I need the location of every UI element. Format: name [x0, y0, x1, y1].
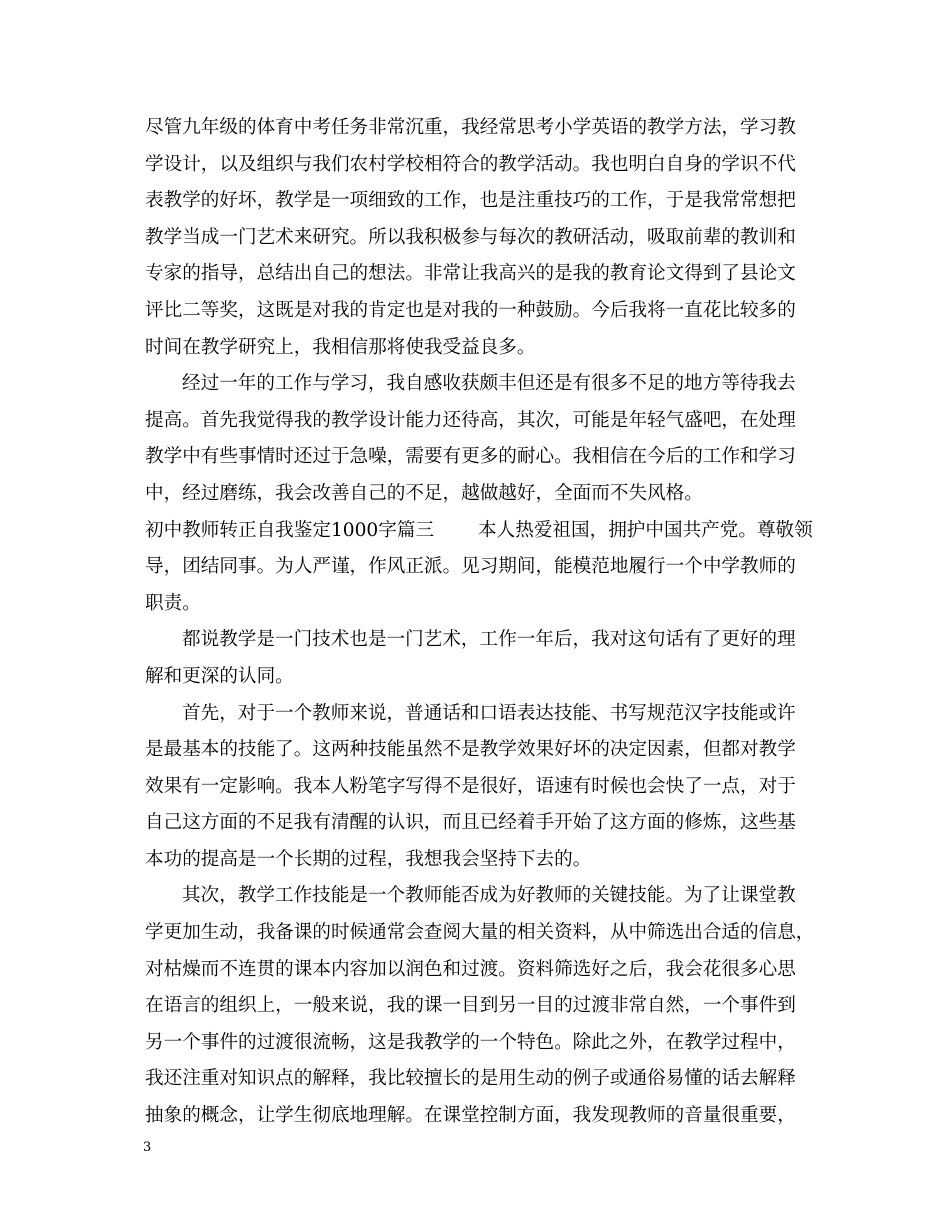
text-line: 解和更深的认同。 — [145, 665, 294, 687]
paragraph-start-line: 都说教学是一门技术也是一门艺术，工作一年后，我对这句话有了更好的理 — [182, 629, 796, 651]
text-line: 提高。首先我觉得我的教学设计能力还待高，其次，可能是年轻气盛吧，在处理 — [145, 409, 796, 431]
text-line: 表教学的好坏，教学是一项细致的工作，也是注重技巧的工作，于是我常常想把 — [145, 190, 796, 212]
body-text — [145, 110, 820, 1135]
text-line: 尽管九年级的体育中考任务非常沉重，我经常思考小学英语的教学方法，学习教 — [145, 117, 796, 138]
text-line: 效果有一定影响。我本人粉笔字写得不是很好，语速有时候也会快了一点，对于 — [145, 775, 796, 797]
text-line: 导，团结同事。为人严谨，作风正派。见习期间，能模范地履行一个中学教师的 — [145, 556, 796, 578]
text-line: 另一个事件的过渡很流畅，这是我教学的一个特色。除此之外，在教学过程中， — [145, 1031, 796, 1053]
text-line: 在语言的组织上，一般来说，我的课一目到另一目的过渡非常自然，一个事件到 — [145, 995, 796, 1017]
text-line: 对枯燥而不连贯的课本内容加以润色和过渡。资料筛选好之后，我会花很多心思 — [145, 958, 796, 980]
text-line: 是最基本的技能了。这两种技能虽然不是教学效果好坏的决定因素，但都对教学 — [145, 739, 796, 761]
text-line: 中，经过磨练，我会改善自己的不足，越做越好，全面而不失风格。 — [145, 482, 703, 504]
text-line: 学设计，以及组织与我们农村学校相符合的教学活动。我也明白自身的学识不代 — [145, 153, 796, 175]
paragraph-start-line: 其次，教学工作技能是一个教师能否成为好教师的关键技能。为了让课堂教 — [182, 885, 796, 907]
text-line: 教学中有些事情时还过于急噪，需要有更多的耐心。我相信在今后的工作和学习 — [145, 446, 796, 468]
section-heading: 初中教师转正自我鉴定1000字篇三 — [145, 519, 435, 541]
section-heading-line — [145, 513, 820, 550]
text-line: 本功的提高是一个长期的过程，我想我会坚持下去的。 — [145, 848, 592, 870]
text-line: 职责。 — [145, 592, 201, 614]
paragraph-start-line: 经过一年的工作与学习，我自感收获颇丰但还是有很多不足的地方等待我去 — [182, 373, 796, 395]
page-number: 3 — [143, 1140, 152, 1155]
text-line: 学更加生动，我备课的时候通常会查阅大量的相关资料，从中筛选出合适的信息， — [145, 922, 815, 944]
section-first-text: 本人热爱祖国，拥护中国共产党。尊敬领 — [478, 519, 813, 541]
text-line: 专家的指导，总结出自己的想法。非常让我高兴的是我的教育论文得到了县论文 — [145, 263, 796, 285]
text-line: 抽象的概念，让学生彻底地理解。在课堂控制方面，我发现教师的音量很重要， — [145, 1105, 796, 1127]
text-line: 自己这方面的不足我有清醒的认识，而且已经着手开始了这方面的修炼，这些基 — [145, 812, 796, 834]
paragraph-start-line: 首先，对于一个教师来说，普通话和口语表达技能、书写规范汉字技能或许 — [182, 702, 796, 724]
text-line: 评比二等奖，这既是对我的肯定也是对我的一种鼓励。今后我将一直花比较多的 — [145, 299, 796, 321]
text-line: 我还注重对知识点的解释，我比较擅长的是用生动的例子或通俗易懂的话去解释 — [145, 1068, 796, 1090]
text-line: 时间在教学研究上，我相信那将使我受益良多。 — [145, 336, 536, 358]
text-line: 教学当成一门艺术来研究。所以我积极参与每次的教研活动，吸取前辈的教训和 — [145, 226, 796, 248]
